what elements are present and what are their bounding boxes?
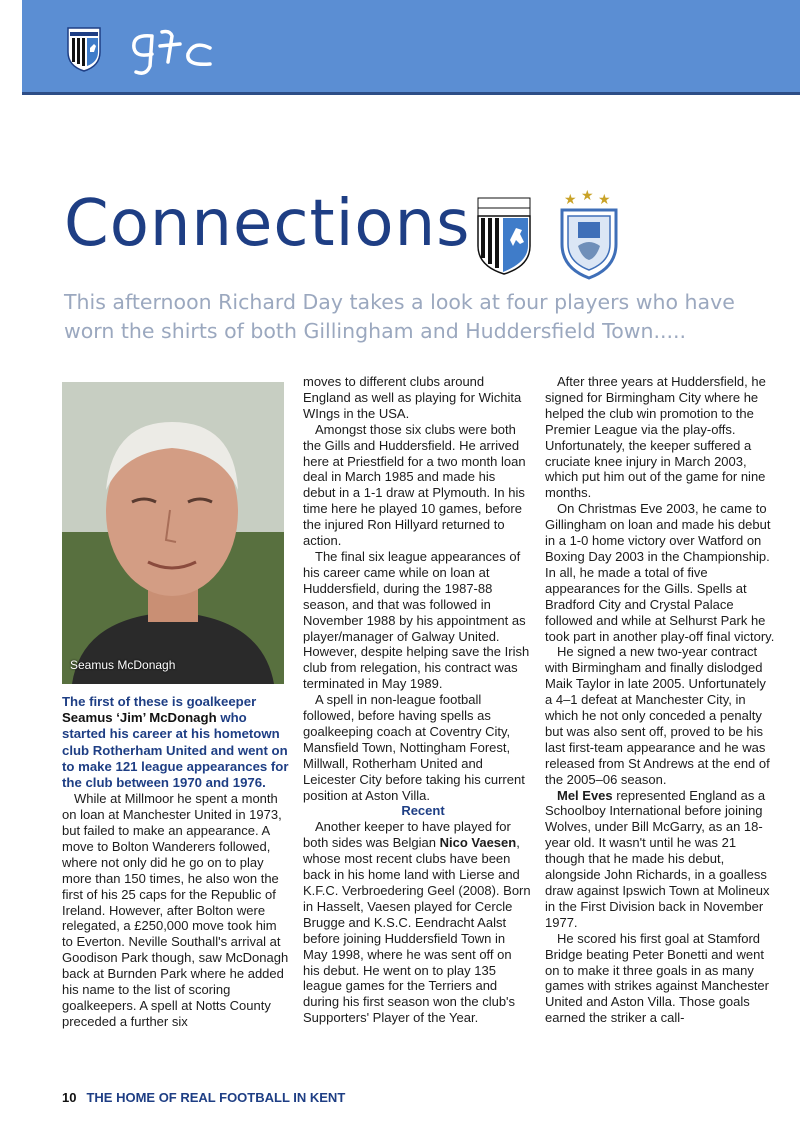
body-paragraph: A spell in non-league football followed, before having spells as goalkeeping coach at Coventry City, Mansfield Town, Nottingham Forest, Millwall, Rotherham United and Leicester City before taking his current position at Aston Villa.	[303, 692, 525, 803]
article-column-1	[62, 694, 290, 1030]
body-paragraph: Amongst those six clubs were both the Gills and Huddersfield. He arrived here at Priestfield for a two month loan deal in March 1985 and made his debut in a 1-1 draw at Plymouth. In his time here he played 10 games, before the injured Ron Hillyard returned to action.	[303, 421, 526, 549]
footer-slogan: THE HOME OF REAL FOOTBALL IN KENT	[86, 1090, 346, 1105]
intro-text: This afternoon Richard Day takes a look at four players who have worn the shirts of both Gillingham and Huddersfield Town.....	[64, 290, 735, 343]
body-paragraph: After three years at Huddersfield, he signed for Birmingham City where he helped the club win promotion to the Premier League via the play-offs. Unfortunately, the keeper suffered a cruciate knee injury in March 2003, which put him out of the game for nine months.	[545, 374, 766, 501]
body-paragraph: The final six league appearances of his career came while on loan at Huddersfield, during the 1987-88 season, and that was followed in November 1988 by his appointment as player/manager of Galway United. However, despite helping save the Irish club from relegation, his contract was terminated in May 1989.	[303, 548, 530, 692]
header-bar	[22, 0, 800, 95]
gillingham-crest-icon	[66, 26, 102, 72]
photo-caption: Seamus McDonagh	[70, 658, 176, 672]
lead-paragraph: The first of these is goalkeeper Seamus ‘Jim’ McDonagh who started his career at his hometown club Rotherham United and went on to make 121 league appearances for the club between 1970 and 1976.	[62, 694, 289, 791]
huddersfield-crest-icon	[556, 188, 622, 280]
page-footer	[62, 1090, 345, 1105]
svg-text:★: ★	[564, 192, 577, 208]
gfc-logo-icon	[122, 26, 218, 78]
article-column-2	[303, 374, 531, 1026]
player-name: Seamus ‘Jim’ McDonagh	[62, 710, 217, 726]
body-paragraph: Another keeper to have played for both sides was Belgian Nico Vaesen, whose most recent clubs have been back in his home land with Lierse and K.F.C. Verbroedering Geel (2008). Born in Hasselt, Vaesen played for Cercle Brugge and K.S.C. Eendracht Aalst before joining Huddersfield Town in May 1998, where he was sent off on his debut. He went on to play 135 league games for the Terriers and during his first season won the club's Supporters' Player of the Year.	[303, 819, 531, 1026]
page-number: 10	[62, 1090, 77, 1105]
player-name: Nico Vaesen	[439, 835, 517, 851]
body-paragraph: He scored his first goal at Stamford Bridge beating Peter Bonetti and went on to make it three goals in as many games with strikes against Manchester United and Aston Villa. Those goals earned the striker a call-	[545, 930, 769, 1026]
section-subhead: Recent	[401, 803, 445, 819]
player-photo	[62, 382, 284, 684]
article-column-3	[545, 374, 775, 1026]
svg-text:★: ★	[598, 192, 611, 208]
body-paragraph: moves to different clubs around England as well as playing for Wichita WIngs in the USA.	[303, 374, 522, 421]
page-title: Connections	[64, 187, 471, 261]
body-paragraph: While at Millmoor he spent a month on loan at Manchester United in 1973, but failed to make an appearance. A move to Bolton Wanderers followed, where not only did he go on to play more than 150 times, he also won the first of his 25 caps for the Republic of Ireland. However, after Bolton were relegated, a £250,000 move took him to Everton. Neville Southall's arrival at Goodison Park though, saw McDonagh back at Burnden Park where he added his name to the list of scoring goalkeepers. A spell at Notts County preceded a further six	[62, 791, 289, 1029]
body-paragraph: On Christmas Eve 2003, he came to Gillingham on loan and made his debut in a 1-0 home victory over Watford on Boxing Day 2003 in the Championship. In all, he made a total of five appearances for the Gills. Spells at Bradford City and Crystal Palace followed and while at Selhurst Park he took part in another play-off final victory.	[545, 501, 775, 644]
body-paragraph: Mel Eves represented England as a Schoolboy International before joining Wolves, under Bill McGarry, as an 18-year old. It wasn't until he was 21 though that he made his debut, alongside John Richards, in a goalless draw against Ipswich Town at Molineux in the First Division back in November 1977.	[545, 787, 770, 930]
player-portrait-image	[62, 382, 284, 684]
svg-text:★: ★	[581, 188, 594, 204]
body-paragraph: He signed a new two-year contract with Birmingham and finally dislodged Maik Taylor in late 2005. Unfortunately a 4–1 defeat at Manchester City, in which he not only conceded a penalty but was also sent off, proved to be his last first-team appearance and he was released from St Andrews at the end of the 2005–06 season.	[545, 644, 770, 787]
player-name: Mel Eves	[557, 787, 613, 803]
gillingham-crest-icon	[474, 196, 534, 276]
